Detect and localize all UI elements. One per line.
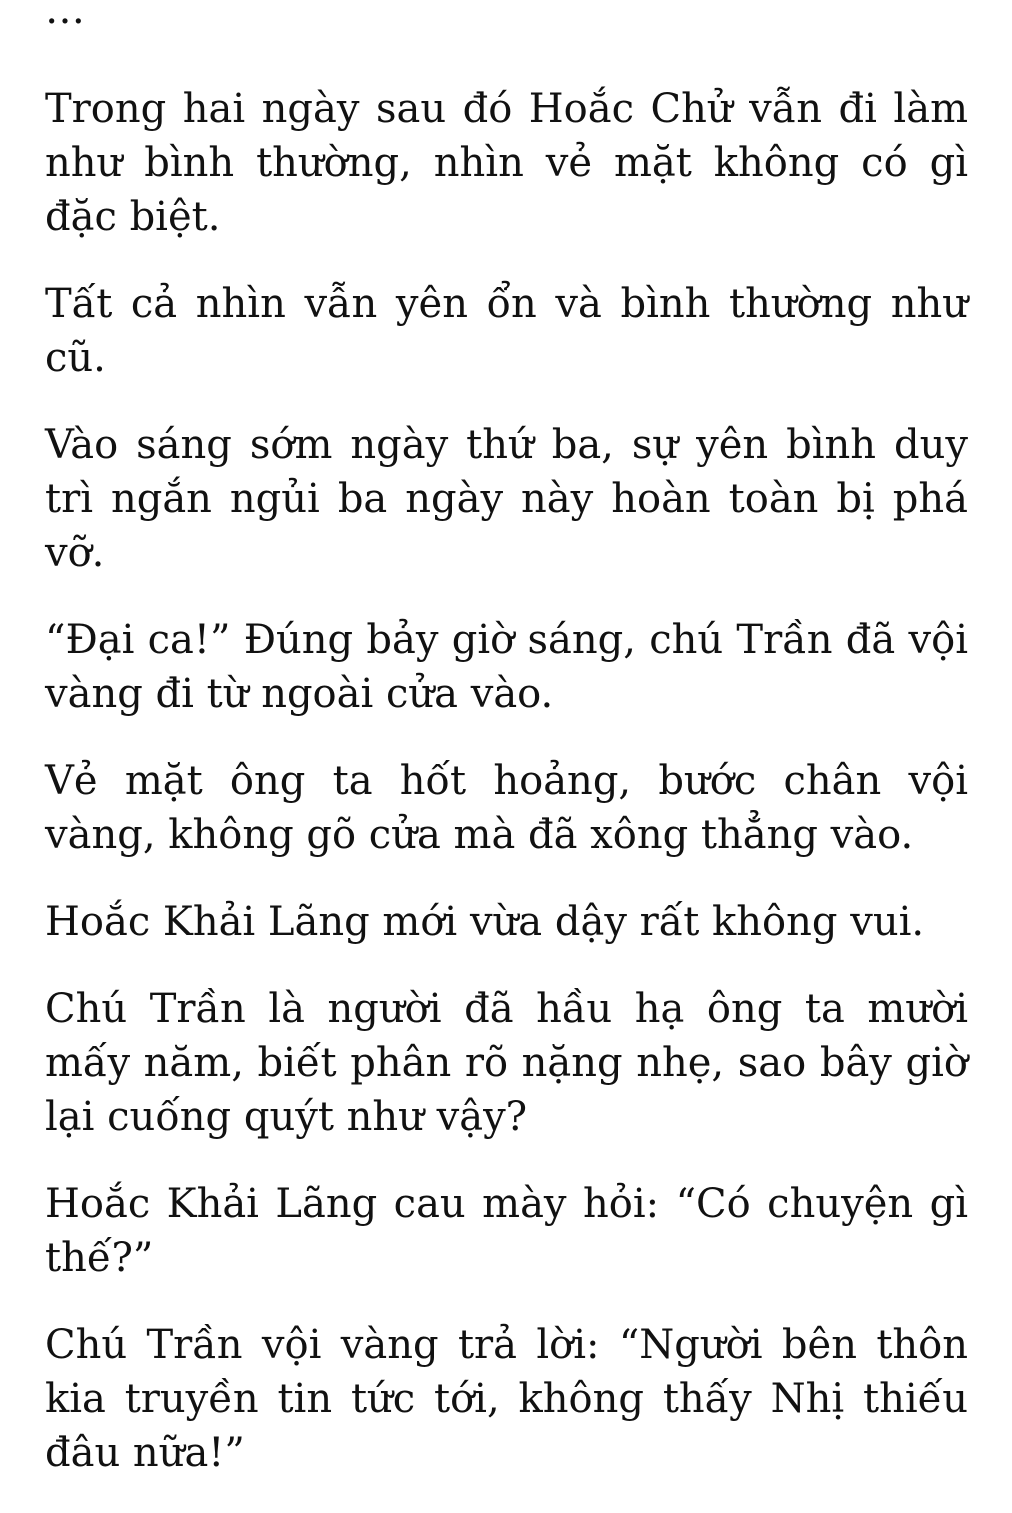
reader-page[interactable] — [45, 0, 968, 1513]
paragraph: Hoắc Khải Lãng cau mày hỏi: “Có chuyện gì thế?” — [45, 1181, 968, 1281]
paragraph: Chú Trần vội vàng trả lời: “Người bên thôn kia truyền tin tức tới, không thấy Nhị thiếu đâu nữa!” — [45, 1322, 968, 1476]
paragraph: Tất cả nhìn vẫn yên ổn và bình thường như cũ. — [45, 281, 968, 381]
paragraph: Vẻ mặt ông ta hốt hoảng, bước chân vội vàng, không gõ cửa mà đã xông thẳng vào. — [45, 758, 968, 858]
paragraph: Vào sáng sớm ngày thứ ba, sự yên bình duy trì ngắn ngủi ba ngày này hoàn toàn bị phá vỡ. — [45, 422, 968, 576]
paragraph: Hoắc Khải Lãng mới vừa dậy rất không vui. — [45, 899, 925, 945]
paragraph: Chú Trần là người đã hầu hạ ông ta mười mấy năm, biết phân rõ nặng nhẹ, sao bây giờ lại cuống quýt như vậy? — [45, 986, 968, 1140]
paragraph: “Đại ca!” Đúng bảy giờ sáng, chú Trần đã vội vàng đi từ ngoài cửa vào. — [45, 617, 968, 717]
paragraph: Trong hai ngày sau đó Hoắc Chử vẫn đi làm như bình thường, nhìn vẻ mặt không có gì đặc biệt. — [45, 86, 968, 240]
continuation-ellipsis: … — [45, 0, 86, 33]
